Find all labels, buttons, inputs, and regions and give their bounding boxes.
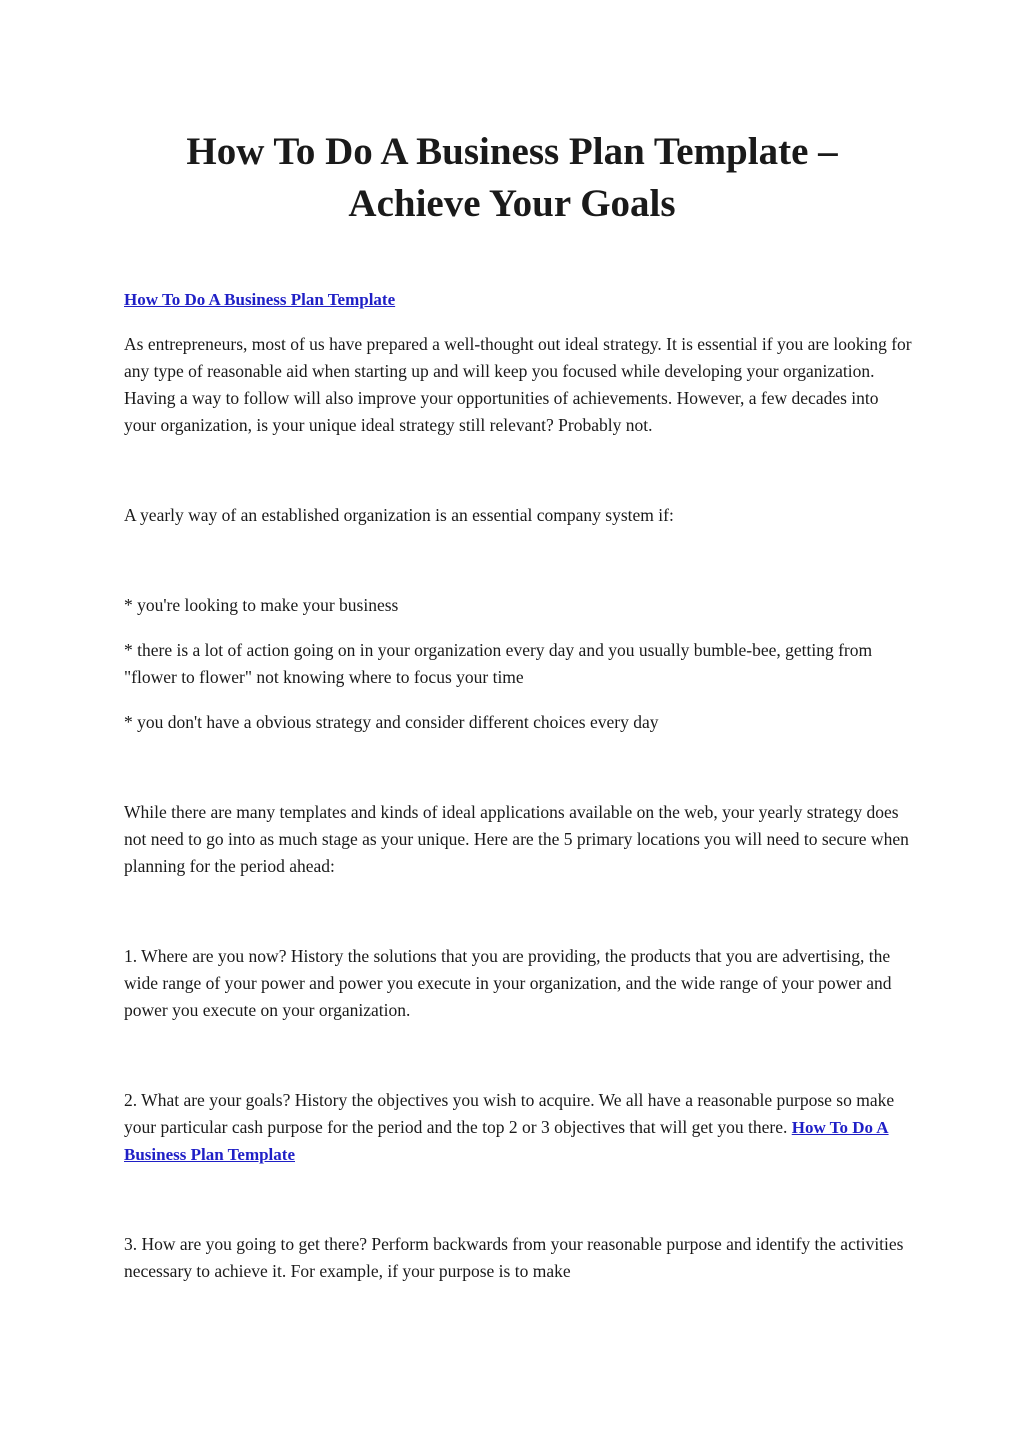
bullet-item-1: * you're looking to make your business (124, 595, 399, 615)
list-item-2-text: 2. What are your goals? History the objectives you wish to acquire. We all have a reasonable purpose so make your particular cash purpose for the period and the top 2 or 3 objectives that will get you there. (124, 1090, 895, 1137)
list-item-3: 3. How are you going to get there? Perform backwards from your reasonable purpose and identify the activities necessary to achieve it. For example, if your purpose is to make (124, 1234, 904, 1281)
top-link-paragraph (124, 286, 914, 313)
bullet-item-2: * there is a lot of action going on in your organization every day and you usually bumble-bee, getting from "flower to flower" not knowing where to focus your time (124, 640, 873, 687)
bullet-item-3: * you don't have a obvious strategy and consider different choices every day (124, 712, 659, 732)
list-item-2 (124, 1087, 914, 1168)
business-plan-link-top[interactable]: How To Do A Business Plan Template (124, 290, 396, 309)
title-line-1: How To Do A Business Plan Template – (186, 130, 838, 173)
business-plan-link-inline[interactable]: How To Do A Business Plan Template (124, 1118, 889, 1164)
list-item-1: 1. Where are you now? History the solutions that you are providing, the products that you are advertising, the wide range of your power and power you execute in your organization, and the wide range of your power and power you execute on your organization. (124, 946, 892, 1020)
document-body (124, 286, 914, 1285)
intro-paragraph: As entrepreneurs, most of us have prepared a well-thought out ideal strategy. It is essential if you are looking for any type of reasonable aid when starting up and will keep you focused while developing your organization. Having a way to follow will also improve your opportunities of achievements. However, a few decades into your organization, is your unique ideal strategy still relevant? Probably not. (124, 334, 912, 435)
yearly-paragraph: A yearly way of an established organization is an essential company system if: (124, 505, 674, 525)
page-title (100, 126, 924, 230)
templates-paragraph: While there are many templates and kinds of ideal applications available on the web, your yearly strategy does not need to go into as much stage as your unique. Here are the 5 primary locations you will need to secure when planning for the period ahead: (124, 802, 909, 876)
title-line-2: Achieve Your Goals (348, 182, 676, 225)
